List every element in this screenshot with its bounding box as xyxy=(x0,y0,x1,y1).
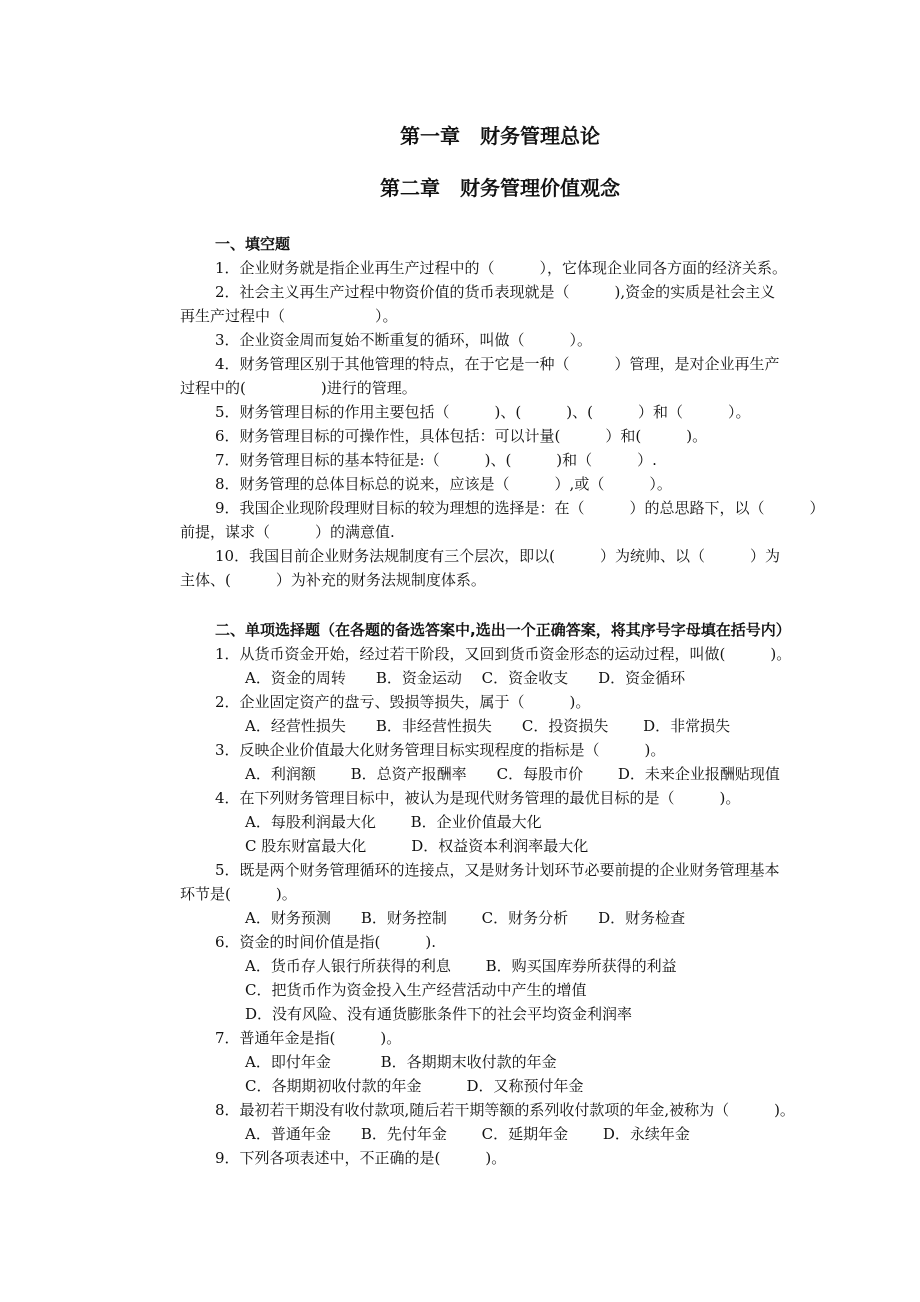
answer-options: C 股东财富最大化 D．权益资本利润率最大化 xyxy=(245,837,589,855)
answer-options: A．每股利润最大化 B．企业价值最大化 xyxy=(245,813,542,831)
question-line: 2．企业固定资产的盘亏、毁损等损失，属于（ )。 xyxy=(215,693,591,711)
answer-options: A．即付年金 B．各期期末收付款的年金 xyxy=(245,1053,557,1071)
question-line: 再生产过程中（ ）。 xyxy=(180,307,398,325)
answer-options: A．普通年金 B．先付年金 C．延期年金 D．永续年金 xyxy=(245,1125,690,1143)
question-line: 过程中的( )进行的管理。 xyxy=(180,379,417,397)
question-line: 1．从货币资金开始，经过若干阶段，又回到货币资金形态的运动过程，叫做( )。 xyxy=(215,645,792,663)
question-line: 4．在下列财务管理目标中，被认为是现代财务管理的最优目标的是（ )。 xyxy=(215,789,741,807)
question-line: 6．资金的时间价值是指( ). xyxy=(215,933,437,951)
answer-options: A．货币存人银行所获得的利息 B．购买国库券所获得的利益 xyxy=(245,957,677,975)
question-line: 7．财务管理目标的基本特征是:（ )、( )和（ ）. xyxy=(215,451,657,469)
chapter-1-title: 第一章 财务管理总论 xyxy=(400,124,600,148)
answer-options: A．财务预测 B．财务控制 C．财务分析 D．财务检查 xyxy=(245,909,686,927)
question-line: 前提，谋求（ ）的满意值. xyxy=(180,523,395,541)
section-heading: 一、填空题 xyxy=(215,235,291,253)
question-line: 8．财务管理的总体目标总的说来，应该是（ ）,或（ ）。 xyxy=(215,475,672,493)
question-line: 5．财务管理目标的作用主要包括（ )、( )、( ）和（ ）。 xyxy=(215,403,751,421)
question-line: 10．我国目前企业财务法规制度有三个层次，即以( ）为统帅、以（ ）为 xyxy=(215,547,780,565)
question-line: 环节是( )。 xyxy=(180,885,297,903)
answer-options: C．各期期初收付款的年金 D．又称预付年金 xyxy=(245,1077,584,1095)
question-line: 2．社会主义再生产过程中物资价值的货币表现就是（ ),资金的实质是社会主义 xyxy=(215,283,776,301)
answer-options: A．经营性损失 B．非经营性损失 C．投资损失 D．非常损失 xyxy=(245,717,731,735)
chapter-2-title: 第二章 财务管理价值观念 xyxy=(380,176,620,200)
question-line: 3．反映企业价值最大化财务管理目标实现程度的指标是（ )。 xyxy=(215,741,666,759)
answer-options: C．把货币作为资金投入生产经营活动中产生的增值 xyxy=(245,981,587,999)
question-line: 4．财务管理区别于其他管理的特点，在于它是一种（ ）管理，是对企业再生产 xyxy=(215,355,780,373)
question-line: 主体、( ）为补充的财务法规制度体系。 xyxy=(180,571,486,589)
question-line: 9．我国企业现阶段理财目标的较为理想的选择是：在（ ）的总思路下，以（ ） xyxy=(215,499,825,517)
section-heading: 二、单项选择题（在各题的备选答案中,选出一个正确答案，将其序号字母填在括号内） xyxy=(215,621,791,639)
question-line: 6．财务管理目标的可操作性，具体包括：可以计量( ）和( )。 xyxy=(215,427,708,445)
question-line: 9．下列各项表述中，不正确的是( )。 xyxy=(215,1149,507,1167)
question-line: 3．企业资金周而复始不断重复的循环，叫做（ ）。 xyxy=(215,331,593,349)
answer-options: D．没有风险、没有通货膨胀条件下的社会平均资金利润率 xyxy=(245,1005,633,1023)
question-line: 8．最初若干期没有收付款项,随后若干期等额的系列收付款项的年金,被称为（ )。 xyxy=(215,1101,795,1119)
answer-options: A．利润额 B．总资产报酬率 C．每股市价 D．未来企业报酬贴现值 xyxy=(245,765,780,783)
question-line: 5．既是两个财务管理循环的连接点，又是财务计划环节必要前提的企业财务管理基本 xyxy=(215,861,780,879)
question-line: 1．企业财务就是指企业再生产过程中的（ ），它体现企业同各方面的经济关系。 xyxy=(215,259,788,277)
question-line: 7．普通年金是指( )。 xyxy=(215,1029,402,1047)
answer-options: A．资金的周转 B．资金运动 C．资金收支 D．资金循环 xyxy=(245,669,686,687)
